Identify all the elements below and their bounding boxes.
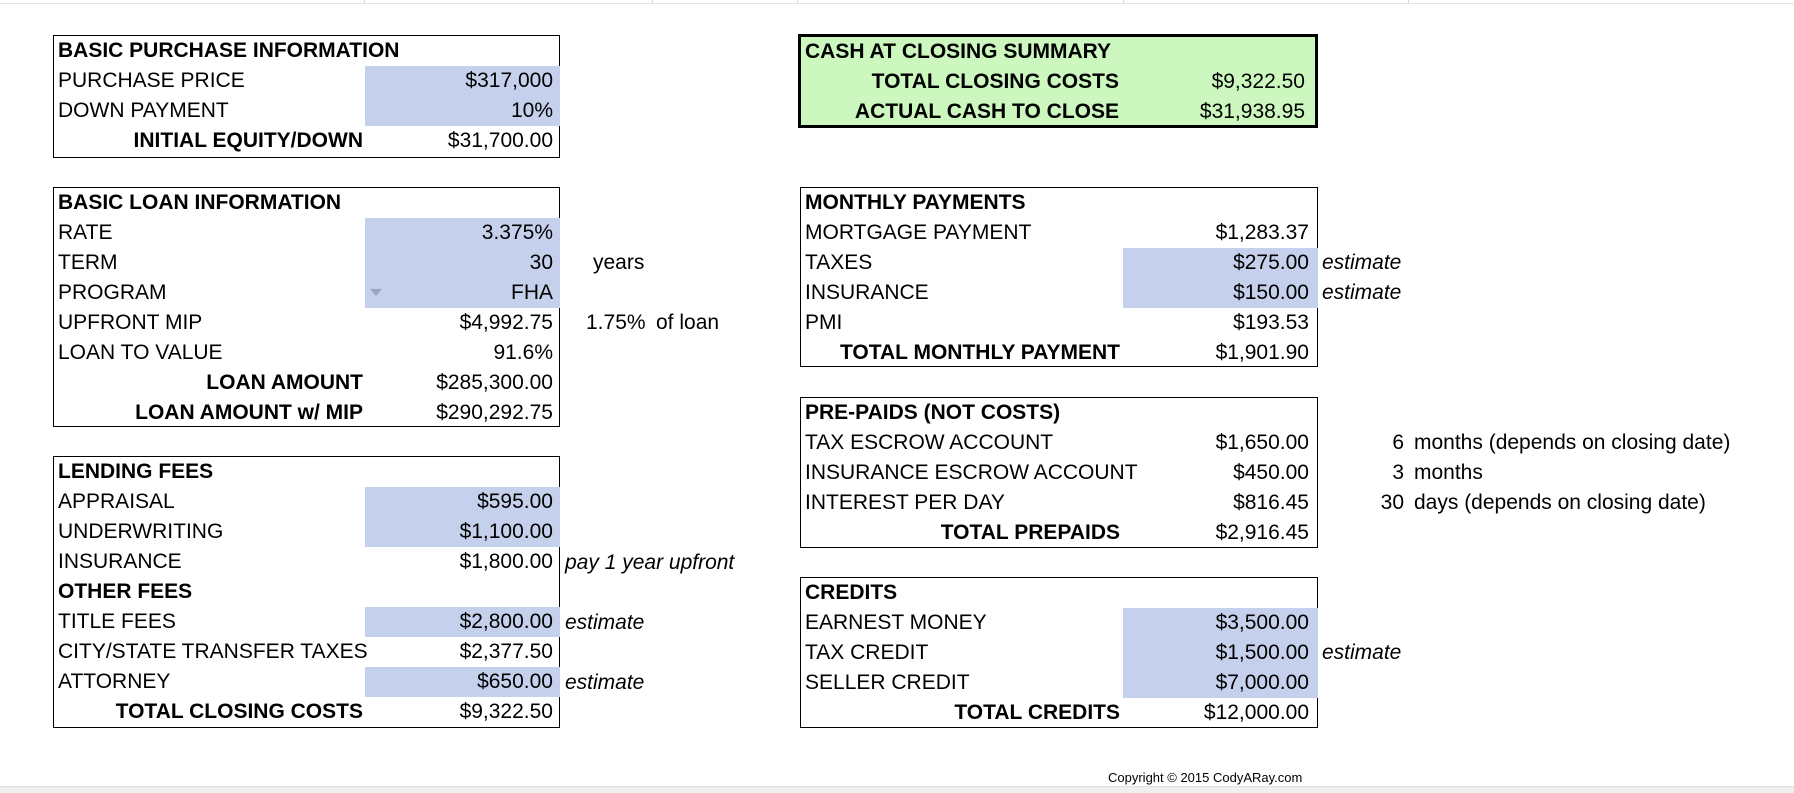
monthly-insurance-value[interactable]: $150.00 <box>1233 281 1309 304</box>
loan-title: BASIC LOAN INFORMATION <box>58 191 342 214</box>
program-label: PROGRAM <box>58 281 167 304</box>
insurance-escrow-months[interactable]: 3 <box>1392 461 1404 484</box>
insurance-escrow-label: INSURANCE ESCROW ACCOUNT <box>805 461 1138 484</box>
monthly-total-label: TOTAL MONTHLY PAYMENT <box>839 341 1120 364</box>
fees-total-label: TOTAL CLOSING COSTS <box>115 700 363 723</box>
other-fees-title: OTHER FEES <box>58 580 193 603</box>
purchase-price-value[interactable]: $317,000 <box>465 69 553 92</box>
loan-amount-mip-label: LOAN AMOUNT w/ MIP <box>135 401 363 424</box>
program-select[interactable]: FHA <box>511 281 553 304</box>
initial-equity-value: $31,700.00 <box>447 129 553 152</box>
monthly-insurance-label: INSURANCE <box>805 281 929 304</box>
upfront-mip-label: UPFRONT MIP <box>58 311 203 334</box>
tax-escrow-label: TAX ESCROW ACCOUNT <box>805 431 1054 454</box>
lending-fees-title: LENDING FEES <box>58 460 214 483</box>
pmi-label: PMI <box>805 311 843 334</box>
fee-insurance-value: $1,800.00 <box>459 550 553 573</box>
purchase-price-label: PURCHASE PRICE <box>58 69 245 92</box>
loan-amount-label: LOAN AMOUNT <box>206 371 363 394</box>
attorney-note: estimate <box>565 671 645 694</box>
rate-value[interactable]: 3.375% <box>481 221 553 244</box>
taxes-note: estimate <box>1322 251 1402 274</box>
title-fees-label: TITLE FEES <box>58 610 176 633</box>
transfer-taxes-value: $2,377.50 <box>459 640 553 663</box>
ltv-value: 91.6% <box>493 341 553 364</box>
interest-days-note: days (depends on closing date) <box>1414 491 1706 514</box>
purchase-title: BASIC PURCHASE INFORMATION <box>58 39 400 62</box>
underwriting-value[interactable]: $1,100.00 <box>459 520 553 543</box>
ltv-label: LOAN TO VALUE <box>58 341 223 364</box>
prepaids-title: PRE-PAIDS (NOT COSTS) <box>805 401 1061 424</box>
seller-credit-value[interactable]: $7,000.00 <box>1215 671 1309 694</box>
underwriting-label: UNDERWRITING <box>58 520 224 543</box>
cash-to-close-value: $31,938.95 <box>1199 100 1305 123</box>
insurance-escrow-note: months <box>1414 461 1483 484</box>
tax-escrow-months[interactable]: 6 <box>1392 431 1404 454</box>
title-fees-value[interactable]: $2,800.00 <box>459 610 553 633</box>
attorney-value[interactable]: $650.00 <box>477 670 553 693</box>
monthly-total-value: $1,901.90 <box>1215 341 1309 364</box>
earnest-money-label: EARNEST MONEY <box>805 611 987 634</box>
tax-escrow-note: months (depends on closing date) <box>1414 431 1731 454</box>
fees-total-value: $9,322.50 <box>459 700 553 723</box>
credits-total-label: TOTAL CREDITS <box>954 701 1120 724</box>
earnest-money-value[interactable]: $3,500.00 <box>1215 611 1309 634</box>
purchase-panel <box>53 35 560 158</box>
down-payment-value[interactable]: 10% <box>510 99 553 122</box>
term-value[interactable]: 30 <box>529 251 553 274</box>
credits-panel <box>800 577 1318 728</box>
title-fees-note: estimate <box>565 611 645 634</box>
taxes-label: TAXES <box>805 251 873 274</box>
loan-panel <box>53 187 560 427</box>
sheet-grid-top <box>0 0 1794 4</box>
seller-credit-label: SELLER CREDIT <box>805 671 970 694</box>
loan-amount-mip-value: $290,292.75 <box>436 401 553 424</box>
interest-per-day-value: $816.45 <box>1233 491 1309 514</box>
prepaids-total-value: $2,916.45 <box>1215 521 1309 544</box>
tax-credit-value[interactable]: $1,500.00 <box>1215 641 1309 664</box>
fees-panel <box>53 456 560 728</box>
summary-closing-label: TOTAL CLOSING COSTS <box>871 70 1119 93</box>
fee-insurance-label: INSURANCE <box>58 550 182 573</box>
prepaids-total-label: TOTAL PREPAIDS <box>940 521 1120 544</box>
summary-closing-value: $9,322.50 <box>1211 70 1305 93</box>
term-label: TERM <box>58 251 118 274</box>
mip-percent: 1.75% <box>586 311 646 334</box>
interest-per-day-label: INTEREST PER DAY <box>805 491 1005 514</box>
interest-days[interactable]: 30 <box>1380 491 1404 514</box>
mortgage-label: MORTGAGE PAYMENT <box>805 221 1032 244</box>
transfer-taxes-label: CITY/STATE TRANSFER TAXES <box>58 640 368 663</box>
down-payment-label: DOWN PAYMENT <box>58 99 229 122</box>
copyright: Copyright © 2015 CodyARay.com <box>1108 770 1303 785</box>
mip-note: of loan <box>656 311 720 334</box>
upfront-mip-value: $4,992.75 <box>459 311 553 334</box>
credits-total-value: $12,000.00 <box>1203 701 1309 724</box>
rate-label: RATE <box>58 221 113 244</box>
appraisal-value[interactable]: $595.00 <box>477 490 553 513</box>
prepaids-panel <box>800 397 1318 548</box>
monthly-insurance-note: estimate <box>1322 281 1402 304</box>
summary-panel <box>798 34 1318 128</box>
mortgage-value: $1,283.37 <box>1215 221 1309 244</box>
pmi-value: $193.53 <box>1233 311 1309 334</box>
insurance-note: pay 1 year upfront <box>565 551 735 574</box>
tax-credit-note: estimate <box>1322 641 1402 664</box>
monthly-panel <box>800 187 1318 367</box>
attorney-label: ATTORNEY <box>58 670 171 693</box>
summary-title: CASH AT CLOSING SUMMARY <box>805 40 1112 63</box>
term-unit: years <box>593 251 645 274</box>
monthly-title: MONTHLY PAYMENTS <box>805 191 1026 214</box>
loan-amount-value: $285,300.00 <box>436 371 553 394</box>
tax-escrow-value: $1,650.00 <box>1215 431 1309 454</box>
cash-to-close-label: ACTUAL CASH TO CLOSE <box>854 100 1119 123</box>
initial-equity-label: INITIAL EQUITY/DOWN <box>133 129 363 152</box>
taxes-value[interactable]: $275.00 <box>1233 251 1309 274</box>
credits-title: CREDITS <box>805 581 898 604</box>
appraisal-label: APPRAISAL <box>58 490 175 513</box>
insurance-escrow-value: $450.00 <box>1233 461 1309 484</box>
tax-credit-label: TAX CREDIT <box>805 641 929 664</box>
